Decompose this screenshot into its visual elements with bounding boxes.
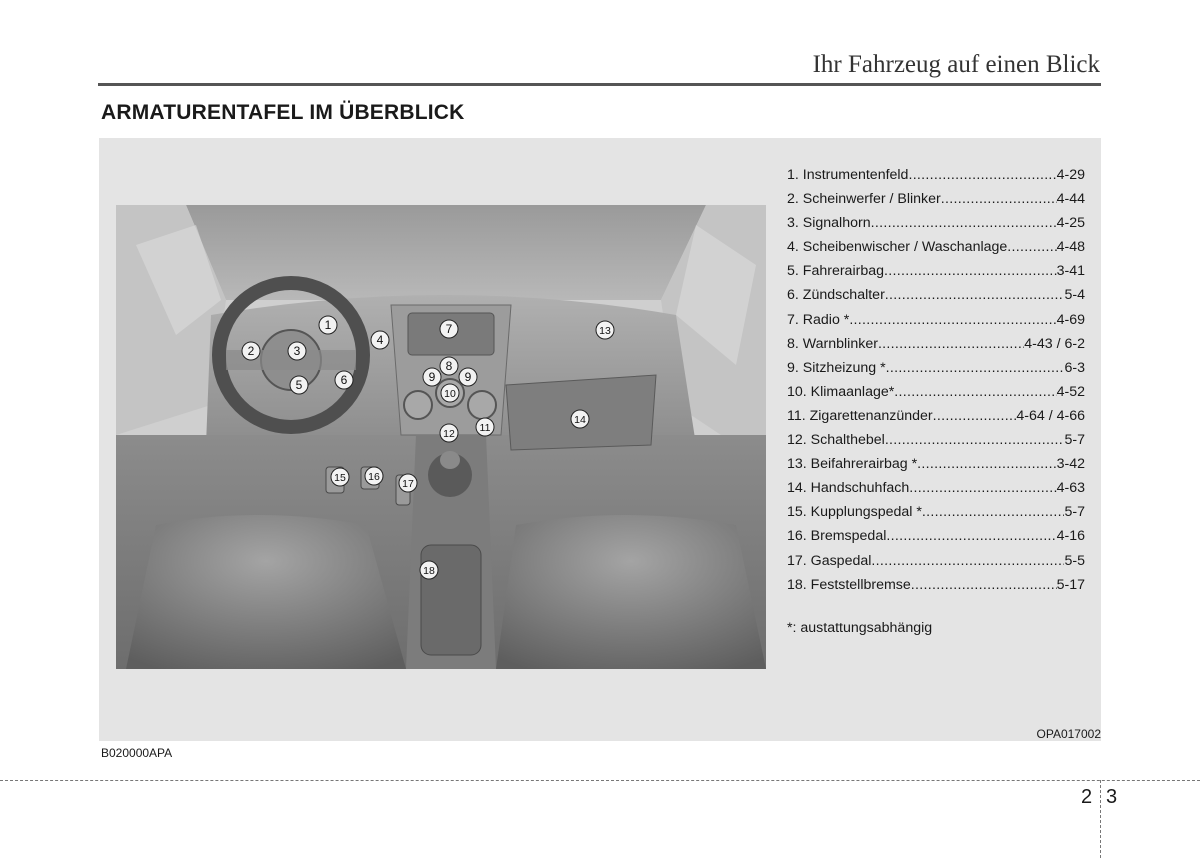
- callout-3: [288, 342, 306, 360]
- callout-9a: [423, 368, 441, 386]
- callout-15: [331, 468, 349, 486]
- page-number-right: 3: [1106, 786, 1118, 808]
- legend-list: [787, 163, 1085, 597]
- callout-18: [420, 561, 438, 579]
- section-code: B020000APA: [101, 746, 173, 760]
- legend-item: 11. Zigarettenanzünder ..... 4-64 / 4-66: [787, 404, 1085, 428]
- legend-item: 14. Handschuhfach ..... 4-63: [787, 476, 1085, 500]
- legend-item: 13. Beifahrerairbag * ..... 3-42: [787, 452, 1085, 476]
- svg-text:3: 3: [293, 344, 301, 358]
- svg-text:8: 8: [445, 359, 453, 373]
- callout-14: [571, 410, 589, 428]
- svg-text:5: 5: [295, 378, 303, 392]
- svg-text:9: 9: [428, 370, 436, 384]
- dashboard-illustration: [116, 205, 766, 669]
- svg-text:4: 4: [376, 333, 384, 347]
- svg-text:7: 7: [445, 322, 453, 336]
- legend-item: 12. Schalthebel ..... 5-7: [787, 428, 1085, 452]
- svg-text:2: 2: [247, 344, 255, 358]
- legend-item: 7. Radio * ..... 4-69: [787, 308, 1085, 332]
- svg-text:6: 6: [340, 373, 348, 387]
- footer-crop-line-vertical: [1100, 780, 1101, 858]
- legend-item: 1. Instrumentenfeld ..... 4-29: [787, 163, 1085, 187]
- section-title: ARMATURENTAFEL IM ÜBERBLICK: [101, 101, 465, 124]
- svg-text:15: 15: [334, 472, 346, 484]
- callout-5: [290, 376, 308, 394]
- svg-text:11: 11: [479, 422, 491, 434]
- svg-text:18: 18: [423, 565, 435, 577]
- callout-17: [399, 474, 417, 492]
- figure-code: OPA017002: [1036, 727, 1101, 741]
- svg-text:1: 1: [324, 318, 332, 332]
- callout-7: [440, 320, 458, 338]
- callout-4: [371, 331, 389, 349]
- legend-item: 9. Sitzheizung * ..... 6-3: [787, 356, 1085, 380]
- header-rule: [98, 83, 1101, 86]
- svg-text:9: 9: [464, 370, 472, 384]
- legend-item: 5. Fahrerairbag ..... 3-41: [787, 259, 1085, 283]
- legend-item: 16. Bremspedal ..... 4-16: [787, 524, 1085, 548]
- callout-8: [440, 357, 458, 375]
- legend-item: 10. Klimaanlage* ..... 4-52: [787, 380, 1085, 404]
- svg-text:10: 10: [444, 388, 456, 400]
- callout-1: [319, 316, 337, 334]
- legend-item: 3. Signalhorn ..... 4-25: [787, 211, 1085, 235]
- svg-text:17: 17: [402, 478, 414, 490]
- legend-item: 6. Zündschalter ..... 5-4: [787, 283, 1085, 307]
- svg-text:14: 14: [574, 414, 586, 426]
- dashboard-drawing: [116, 205, 766, 669]
- svg-text:12: 12: [443, 428, 455, 440]
- page-number-left: 2: [1081, 786, 1093, 808]
- callout-10: [441, 384, 459, 402]
- legend-item: 4. Scheibenwischer / Waschanlage ..... 4-48: [787, 235, 1085, 259]
- legend-footnote: *: austattungsabhängig: [787, 620, 933, 636]
- callout-6: [335, 371, 353, 389]
- legend-item: 8. Warnblinker ..... 4-43 / 6-2: [787, 332, 1085, 356]
- legend-item: 2. Scheinwerfer / Blinker ..... 4-44: [787, 187, 1085, 211]
- callout-9b: [459, 368, 477, 386]
- svg-text:13: 13: [599, 325, 611, 337]
- chapter-title: Ihr Fahrzeug auf einen Blick: [812, 51, 1100, 78]
- callout-2: [242, 342, 260, 360]
- callout-16: [365, 467, 383, 485]
- callout-12: [440, 424, 458, 442]
- legend-item: 17. Gaspedal ..... 5-5: [787, 549, 1085, 573]
- footer-crop-line-horizontal: [0, 780, 1200, 781]
- callout-11: [476, 418, 494, 436]
- svg-text:16: 16: [368, 471, 380, 483]
- callout-13: [596, 321, 614, 339]
- legend-item: 15. Kupplungspedal * ..... 5-7: [787, 500, 1085, 524]
- legend-item: 18. Feststellbremse ..... 5-17: [787, 573, 1085, 597]
